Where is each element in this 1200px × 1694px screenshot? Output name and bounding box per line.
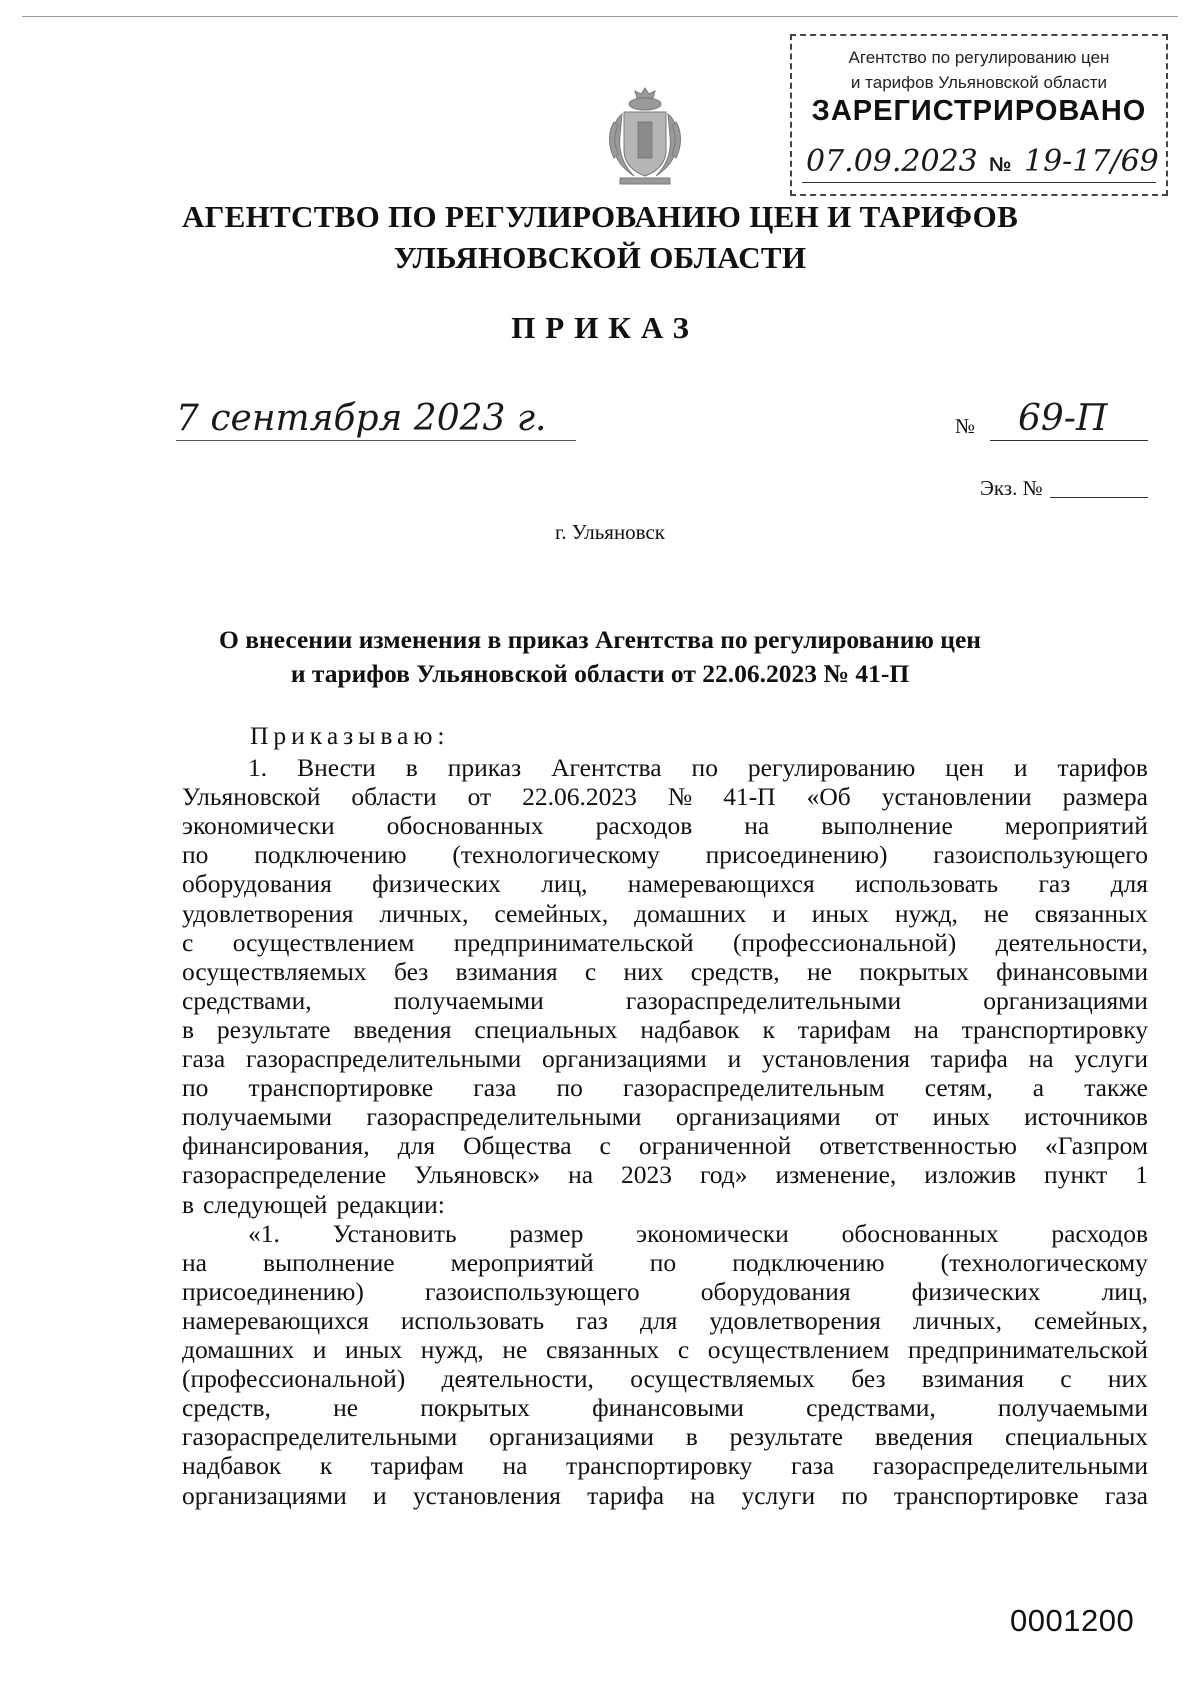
body-word: Внести — [297, 753, 376, 782]
body-word: Общества — [463, 1131, 572, 1161]
body-word: в — [182, 1189, 195, 1219]
body-word: финансовыми — [996, 956, 1148, 986]
body-word: на — [690, 1480, 716, 1510]
body-word: подключению — [254, 840, 407, 870]
body-word: не — [983, 898, 1009, 928]
body-line — [182, 1305, 1148, 1337]
body-word: (профессиональной) — [733, 927, 957, 957]
body-word: на — [1028, 1044, 1054, 1073]
body-word: и — [727, 1044, 742, 1073]
body-word: получаемыми — [393, 985, 544, 1015]
body-word: по — [182, 840, 209, 870]
body-word: деятельности, — [995, 927, 1148, 957]
body-line — [182, 1421, 1148, 1453]
body-word: сетям, — [924, 1073, 993, 1103]
body-word: Установить — [332, 1218, 457, 1248]
body-word: газораспределительными — [366, 1102, 642, 1132]
body-word: введения — [874, 1422, 974, 1452]
body-word: от — [467, 782, 492, 812]
body-word: финансирования, — [182, 1131, 370, 1161]
body-line — [182, 985, 1148, 1017]
body-word: источников — [1024, 1102, 1148, 1132]
body-word: физических — [372, 869, 501, 899]
body-word: с — [677, 1335, 690, 1364]
body-line — [182, 1014, 1148, 1046]
body-word: по — [691, 753, 718, 782]
body-word: к — [762, 1014, 775, 1044]
body-word: средствами, — [182, 985, 312, 1015]
body-word: по — [841, 1480, 868, 1510]
body-word: газораспределительными — [182, 1422, 458, 1452]
body-word: лиц, — [541, 869, 588, 899]
body-word: транспортировке — [248, 1073, 434, 1103]
body-word: присоединению) — [705, 840, 888, 870]
body-word: по — [649, 1247, 677, 1277]
body-word: организациями — [489, 1422, 654, 1452]
body-word: на — [744, 811, 770, 841]
body-word: в — [182, 1014, 195, 1044]
body-line — [182, 1480, 1148, 1512]
body-line — [182, 1276, 1148, 1308]
body-word: (технологическому — [452, 840, 660, 870]
body-word: оборудования — [182, 869, 332, 899]
body-word: покрытых — [859, 956, 969, 986]
body-word: получаемыми — [182, 1102, 333, 1132]
body-word: размер — [509, 1218, 584, 1248]
body-word: газ — [576, 1305, 608, 1335]
body-word: установления — [412, 1480, 561, 1510]
stamp-reg-date: 07.09.2023 — [806, 144, 978, 179]
document-type: ПРИКАЗ — [511, 310, 699, 345]
body-word: пункт — [1044, 1160, 1108, 1190]
body-word: (профессиональной) — [182, 1364, 406, 1394]
body-line — [248, 1218, 1148, 1250]
body-line — [182, 1189, 1148, 1221]
body-word: а — [1032, 1073, 1045, 1103]
body-word: финансовыми — [592, 1393, 744, 1423]
stamp-status: ЗАРЕГИСТРИРОВАНО — [811, 95, 1147, 127]
body-word: тарифа — [587, 1480, 665, 1510]
body-word: на — [502, 1451, 528, 1481]
body-word: 1. — [248, 753, 268, 782]
body-word: подключению — [732, 1247, 885, 1277]
body-word: оборудования — [700, 1276, 851, 1306]
body-word: результате — [729, 1422, 844, 1452]
body-word: следующей — [203, 1189, 328, 1219]
body-word: осуществлением — [232, 927, 415, 957]
body-word: газа — [182, 1044, 226, 1073]
body-word: нужд, — [420, 1335, 484, 1364]
body-word: и — [1013, 753, 1028, 782]
body-word: предпринимательской — [908, 1335, 1148, 1364]
body-word: надбавок — [640, 1014, 740, 1044]
body-word: ограниченной — [638, 1131, 792, 1161]
body-word: (технологическому — [940, 1247, 1148, 1277]
subject-line1: О внесении изменения в приказ Агентства по регулированию цен — [219, 625, 981, 654]
body-word: специальных — [474, 1014, 618, 1044]
body-word: регулированию — [747, 753, 916, 782]
body-word: обоснованных — [386, 811, 544, 841]
page-code: 0001200 — [1010, 1603, 1135, 1638]
body-word: предпринимательской — [453, 927, 694, 957]
body-word: транспортировку — [961, 1014, 1148, 1044]
body-word: не — [502, 1335, 528, 1364]
body-word: в — [685, 1422, 698, 1452]
body-word: использовать — [400, 1305, 545, 1335]
body-word: без — [851, 1364, 886, 1394]
body-line — [182, 1072, 1148, 1104]
body-word: с — [584, 956, 597, 986]
body-word: тарифов — [1057, 753, 1148, 782]
agency-title-line1: АГЕНТСТВО ПО РЕГУЛИРОВАНИЮ ЦЕН И ТАРИФОВ — [181, 199, 1019, 234]
body-word: Ульяновск» — [414, 1160, 541, 1190]
body-word: иных — [345, 1335, 403, 1364]
body-word: цен — [945, 753, 984, 782]
body-word: услуги — [1074, 1044, 1148, 1073]
body-word: иных — [932, 1102, 990, 1132]
body-line — [248, 752, 1148, 784]
body-word: организациями — [675, 1102, 841, 1132]
body-line — [182, 1101, 1148, 1133]
body-word: установлении — [881, 782, 1032, 812]
stamp-reg-no: 19-17/69 — [1024, 144, 1159, 179]
body-word: организациями — [182, 1480, 347, 1510]
body-word: домашних — [182, 1335, 295, 1364]
order-number-label: № — [955, 414, 976, 438]
body-line — [182, 1130, 1148, 1162]
body-word: использовать — [854, 869, 999, 899]
body-word: взимания — [921, 1364, 1024, 1394]
body-word: семейных, — [494, 898, 609, 928]
body-word: лиц, — [1101, 1276, 1148, 1306]
body-word: 2023 — [621, 1160, 673, 1190]
body-line — [182, 839, 1148, 871]
body-word: с — [1060, 1364, 1072, 1394]
body-word: иных — [811, 898, 869, 928]
body-word: выполнение — [821, 811, 953, 841]
body-word: результате — [216, 1014, 331, 1044]
body-word: мероприятий — [450, 1247, 594, 1277]
body-word: также — [1084, 1073, 1148, 1103]
body-word: 1 — [1135, 1160, 1148, 1190]
body-word: организациями — [983, 985, 1148, 1015]
body-word: на — [568, 1160, 594, 1190]
body-line — [182, 1392, 1148, 1424]
body-word: газа — [473, 1073, 517, 1103]
body-word: введения — [353, 1014, 452, 1044]
body-word: личных, — [912, 1305, 1002, 1335]
body-word: них — [1107, 1364, 1148, 1394]
body-line — [182, 1450, 1148, 1482]
body-word: намеревающихся — [182, 1305, 369, 1335]
body-word: № — [667, 782, 693, 812]
body-word: газораспределительными — [872, 1451, 1148, 1481]
body-word: 41-П — [723, 782, 776, 812]
body-word: и — [372, 1480, 387, 1510]
order-word: Приказываю: — [250, 721, 450, 750]
body-line — [182, 898, 1148, 930]
body-word: области — [351, 782, 437, 812]
body-word: средствами, — [806, 1393, 936, 1423]
stamp-agency-line1: Агентство по регулированию цен — [848, 48, 1110, 67]
body-word: без — [393, 956, 429, 986]
body-word: физических — [911, 1276, 1041, 1306]
body-word: Агентства — [551, 753, 662, 782]
agency-title-line2: УЛЬЯНОВСКОЙ ОБЛАСТИ — [393, 240, 807, 275]
body-word: для — [639, 1305, 678, 1335]
body-word: газораспределительными — [245, 1044, 522, 1073]
body-word: не — [806, 956, 832, 986]
body-word: деятельности, — [441, 1364, 594, 1394]
body-word: удовлетворения — [709, 1305, 881, 1335]
body-line — [182, 956, 1148, 988]
stamp-agency-line2: и тарифов Ульяновской области — [850, 73, 1108, 92]
body-line — [182, 1334, 1148, 1366]
body-word: транспортировку — [566, 1451, 753, 1481]
body-word: транспортировке — [893, 1480, 1079, 1510]
body-word: газоиспользующего — [424, 1276, 640, 1306]
body-word: связанных — [545, 1335, 660, 1364]
body-word: по — [182, 1073, 209, 1103]
order-number-value: 69-П — [1018, 398, 1108, 439]
copy-number-label: Экз. № — [980, 476, 1043, 500]
body-word: специальных — [1004, 1422, 1148, 1452]
body-word: редакции: — [336, 1189, 445, 1219]
body-word: от — [874, 1102, 899, 1132]
body-word: связанных — [1034, 898, 1148, 928]
body-word: не — [333, 1393, 359, 1423]
body-line — [182, 781, 1148, 813]
body-word: газа — [791, 1451, 835, 1481]
body-word: изложив — [924, 1160, 1017, 1190]
body-word: расходов — [1051, 1218, 1148, 1248]
subject-line2: и тарифов Ульяновской области от 22.06.2023 № 41-П — [290, 659, 910, 688]
body-word: и — [312, 1335, 327, 1364]
body-word: «Об — [806, 782, 851, 812]
body-word: расходов — [595, 811, 693, 841]
body-word: год» — [699, 1160, 748, 1190]
body-word: в — [405, 753, 418, 782]
body-word: для — [397, 1131, 436, 1161]
body-word: осуществлением — [707, 1335, 890, 1364]
body-line — [182, 1043, 1148, 1075]
body-word: «Газпром — [1044, 1131, 1148, 1161]
body-word: по — [556, 1073, 583, 1103]
body-word: личных, — [379, 898, 469, 928]
body-word: услуги — [741, 1480, 816, 1510]
body-word: газ — [1038, 869, 1071, 899]
body-word: газораспределение — [182, 1160, 387, 1190]
body-word: присоединению) — [182, 1276, 364, 1306]
body-line — [182, 1363, 1148, 1395]
body-word: обоснованных — [841, 1218, 999, 1248]
body-word: с — [182, 927, 194, 957]
body-word: тарифам — [370, 1451, 464, 1481]
body-word: осуществляемых — [630, 1364, 815, 1394]
body-word: к — [319, 1451, 333, 1481]
body-word: мероприятий — [1004, 811, 1148, 841]
body-word: газораспределительным — [623, 1073, 885, 1103]
body-word: Ульяновской — [182, 782, 321, 812]
body-word: изменение, — [775, 1160, 897, 1190]
body-word: намеревающихся — [627, 869, 815, 899]
body-word: осуществляемых — [182, 956, 367, 986]
body-word: тарифам — [797, 1014, 891, 1044]
body-word: покрытых — [420, 1393, 530, 1423]
body-word: ответственностью — [819, 1131, 1017, 1161]
body-word: тарифа — [930, 1044, 1008, 1073]
body-word: средств, — [690, 956, 780, 986]
body-line — [182, 810, 1148, 842]
body-line — [182, 1159, 1148, 1191]
body-word: на — [182, 1247, 207, 1277]
city: г. Ульяновск — [554, 520, 665, 544]
handwritten-date: 7 сентября 2023 г. — [176, 398, 547, 439]
stamp-reg-no-label: № — [989, 154, 1012, 176]
body-line — [182, 1247, 1148, 1279]
body-word: и — [772, 898, 786, 928]
body-word: получаемыми — [997, 1393, 1148, 1423]
body-word: удовлетворения — [182, 898, 354, 928]
body-word: установления — [762, 1044, 911, 1073]
body-word: «1. — [248, 1218, 280, 1248]
body-word: надбавок — [182, 1451, 282, 1481]
body-word: приказ — [447, 753, 522, 782]
body-word: с — [599, 1131, 611, 1161]
body-word: газа — [1104, 1480, 1148, 1510]
body-word: размера — [1062, 782, 1148, 812]
body-word: средств, — [182, 1393, 271, 1423]
body-word: экономически — [636, 1218, 789, 1248]
body-word: выполнение — [263, 1247, 395, 1277]
body-word: взимания — [455, 956, 558, 986]
body-word: для — [1110, 869, 1148, 899]
body-word: газоиспользующего — [933, 840, 1148, 870]
body-word: газораспределительными — [625, 985, 902, 1015]
body-word: домашних — [634, 898, 747, 928]
body-word: экономически — [182, 811, 335, 841]
body-word: организациями — [542, 1044, 707, 1073]
body-word: нужд, — [894, 898, 958, 928]
body-word: 22.06.2023 — [522, 782, 637, 812]
body-line — [182, 927, 1148, 959]
body-word: семейных, — [1033, 1305, 1148, 1335]
body-word: на — [913, 1014, 939, 1044]
body-word: них — [623, 956, 664, 986]
body-line — [182, 868, 1148, 900]
